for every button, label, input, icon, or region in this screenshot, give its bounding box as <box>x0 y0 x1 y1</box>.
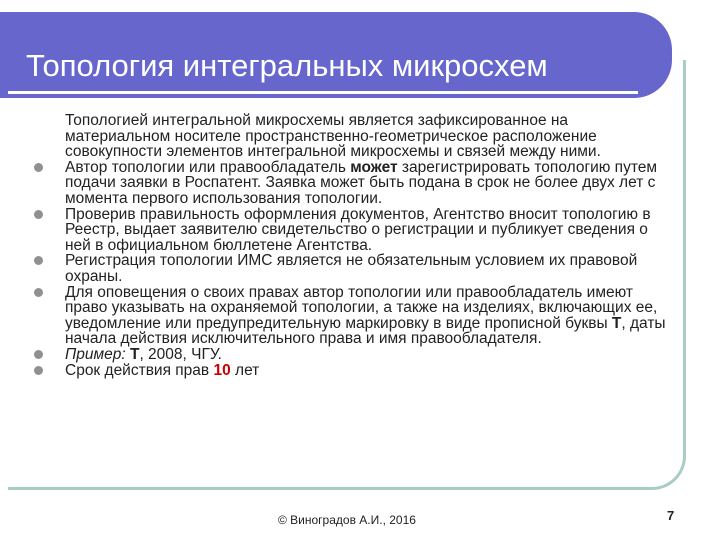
slide-title: Топология интегральных микросхем <box>26 48 548 83</box>
item-text: Регистрация топологии ИМС является не обязательным условием их правовой охраны. <box>65 252 638 285</box>
bullet-icon <box>34 350 43 359</box>
item-text: Автор топологии или правообладатель <box>65 158 351 176</box>
list-item <box>34 207 674 254</box>
slide-body <box>34 113 674 378</box>
item-text: Проверив правильность оформления документов, Агентство вносит топологию в Реестр, выдает заявителю свидетельство о регистрации и публикует сведения о ней в официальном бюллетене Агентства. <box>65 205 651 254</box>
example-label: Пример: <box>65 345 126 363</box>
bullet-icon <box>34 366 43 375</box>
footer-copyright: © Виноградов А.И., 2016 <box>278 513 416 527</box>
bullet-icon <box>34 163 43 172</box>
item-text: Для оповещения о своих правах автор топологии или правообладатель имеют право указывать на охраняемой топологии, а также на изделиях, включающих ее, уведомление или предупредительную маркировку в виде прописной буквы <box>65 283 658 332</box>
bullet-icon <box>34 288 43 297</box>
item-text: , 2008, ЧГУ. <box>139 345 222 363</box>
item-text: зарегистрировать топологию путем подачи заявки в Роспатент. Заявка может быть подана в срок не более двух лет с момента первого использования топологии. <box>65 158 658 207</box>
list-item <box>34 160 674 207</box>
item-emphasis: Т <box>129 345 140 363</box>
bullet-icon <box>34 210 43 219</box>
term-highlight: 10 <box>213 361 231 379</box>
bullet-icon <box>34 256 43 265</box>
page-number: 7 <box>667 508 675 523</box>
list-item <box>34 347 674 363</box>
list-item <box>34 363 674 379</box>
item-emphasis: может <box>350 158 398 176</box>
item-text: , даты начала действия исключительного права и имя правообладателя. <box>65 314 666 348</box>
list-item <box>34 285 674 347</box>
item-text: лет <box>230 361 260 379</box>
item-text: Срок действия прав <box>65 361 214 379</box>
item-emphasis: Т <box>611 314 622 332</box>
list-item <box>34 253 674 284</box>
intro-paragraph: Топологией интегральной микросхемы является зафиксированное на материальном носителе пространственно-геометрическое расположение совокупности элементов интегральной микросхемы и связей между ними. <box>65 112 601 161</box>
